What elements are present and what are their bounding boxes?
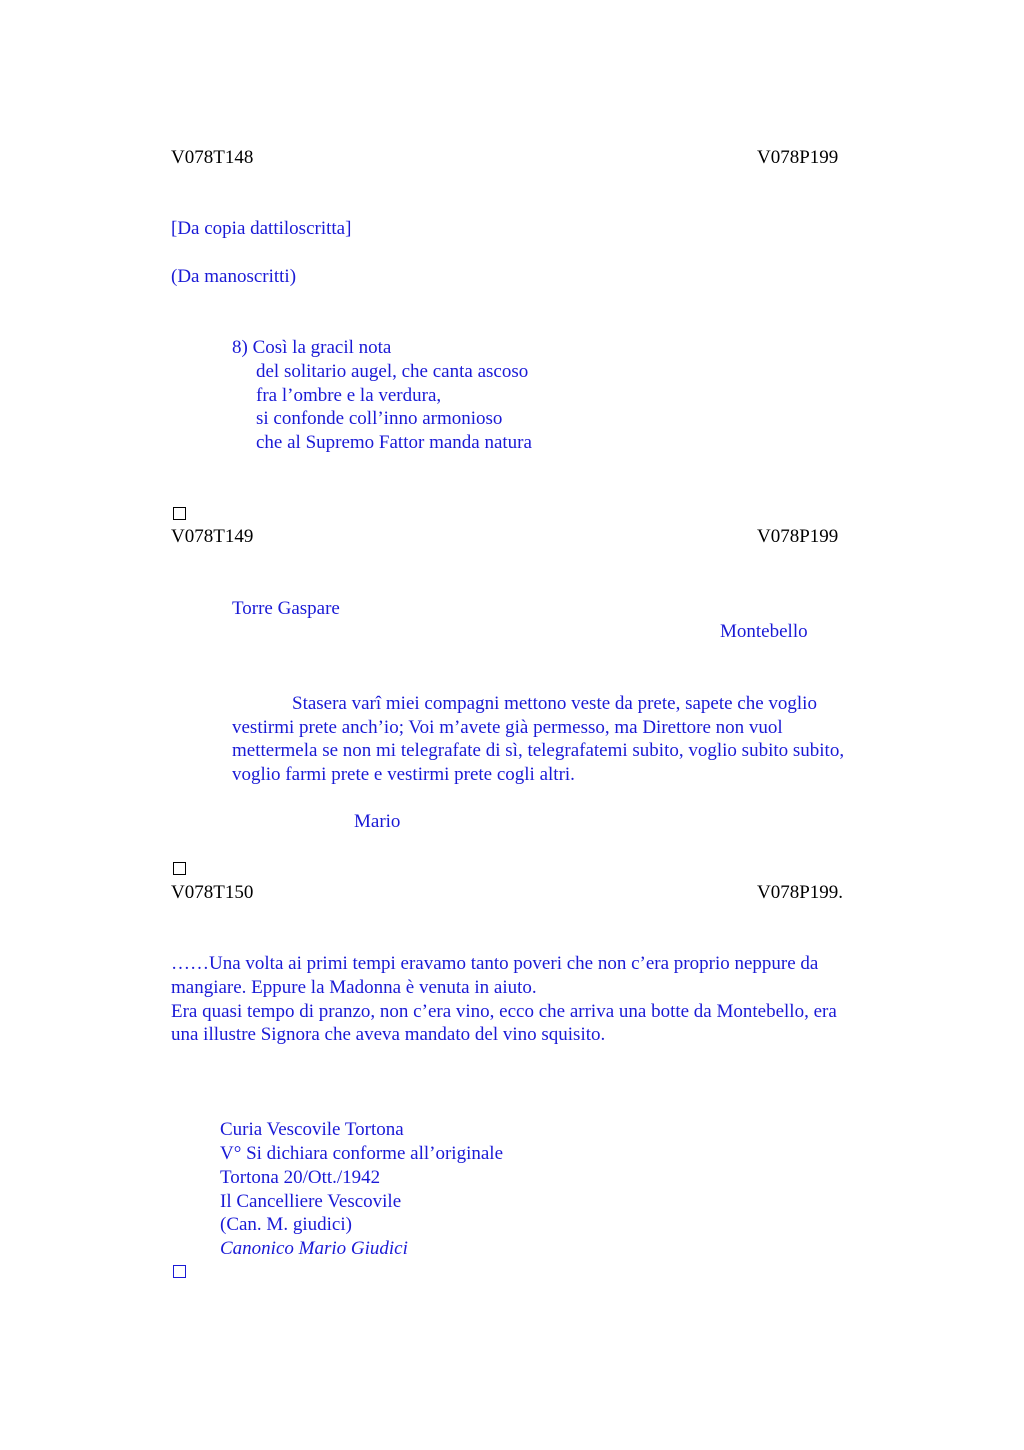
certification-line: Il Cancelliere Vescovile [220,1191,402,1212]
letter-line: voglio farmi prete e vestirmi prete cogli altri. [232,764,575,785]
poem-line: del solitario augel, che canta ascoso [256,361,529,382]
letter-line: mettermela se non mi telegrafate di sì, telegrafatemi subito, voglio subito subito, [232,740,845,761]
section-separator-box [173,1265,186,1278]
certification-line: Curia Vescovile Tortona [220,1119,404,1140]
page-code: V078P199 [757,147,839,168]
certification-signature: Canonico Mario Giudici [220,1238,408,1259]
section-separator-box [173,507,186,520]
poem-line: che al Supremo Fattor manda natura [256,432,532,453]
certification-line: (Can. M. giudici) [220,1214,352,1235]
source-note: (Da manoscritti) [171,266,297,287]
text-line: mangiare. Eppure la Madonna è venuta in aiuto. [171,977,537,998]
document-code: V078T150 [171,882,254,903]
poem-line: 8) Così la gracil nota [232,337,392,358]
document-code: V078T149 [171,526,254,547]
letter-signature: Mario [354,811,401,832]
poem-line: fra l’ombre e la verdura, [256,385,442,406]
poem-line: si confonde coll’inno armonioso [256,408,503,429]
letter-line: Stasera varî miei compagni mettono veste da prete, sapete che voglio [292,693,817,714]
letter-place: Montebello [720,621,808,642]
text-line: una illustre Signora che aveva mandato del vino squisito. [171,1024,606,1045]
source-note: [Da copia dattiloscritta] [171,218,352,239]
text-line: ……Una volta ai primi tempi eravamo tanto poveri che non c’era proprio neppure da [171,953,819,974]
text-line: Era quasi tempo di pranzo, non c’era vino, ecco che arriva una botte da Montebello, era [171,1001,837,1022]
section-separator-box [173,862,186,875]
page-code: V078P199. [757,882,844,903]
page-code: V078P199 [757,526,839,547]
certification-line: Tortona 20/Ott./1942 [220,1167,381,1188]
certification-line: V° Si dichiara conforme all’originale [220,1143,503,1164]
letter-recipient: Torre Gaspare [232,598,340,619]
letter-line: vestirmi prete anch’io; Voi m’avete già permesso, ma Direttore non vuol [232,717,783,738]
document-code: V078T148 [171,147,254,168]
